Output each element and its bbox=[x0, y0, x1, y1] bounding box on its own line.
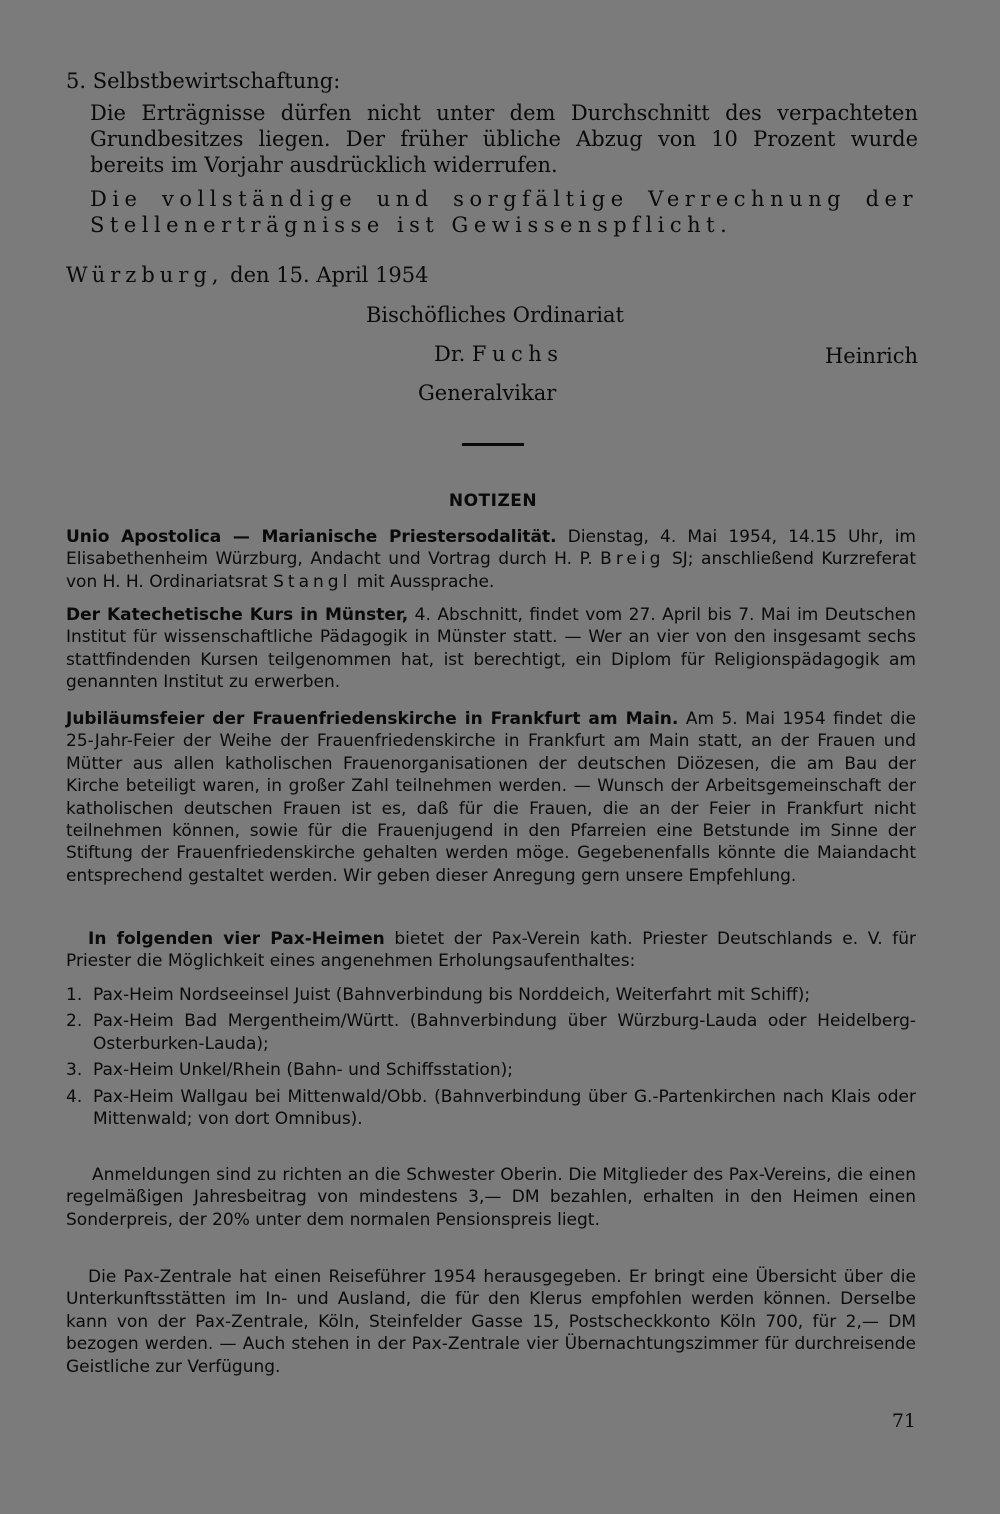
section-heading: 5. Selbstbewirtschaftung: bbox=[66, 69, 341, 93]
signature-first-name: Heinrich bbox=[824, 344, 918, 368]
paragraph-obligation: Die vollständige und sorgfältige Verrechnung der Stellenerträgnisse ist Gewissenspflicht. bbox=[90, 187, 918, 237]
list-text: Pax-Heim Bad Mergentheim/Württ. (Bahnverbindung über Würzburg-Lauda oder Heidelberg-Osterburken-Lauda); bbox=[93, 1011, 916, 1054]
note-pax-heime bbox=[66, 928, 916, 973]
list-number: 3. bbox=[66, 1060, 83, 1081]
dateline-date: den 15. April 1954 bbox=[223, 263, 429, 287]
paragraph-travel-guide: Die Pax-Zentrale hat einen Reiseführer 1954 herausgegeben. Er bringt eine Übersicht über die Unterkunftsstätten im In- und Ausland, die für den Klerus empfohlen werden können. Derselbe kann von der Pax-Zentrale, Köln, Steinfelder Gasse 15, Postscheckkonto Köln 700, für 2,— DM bezogen werden. — Auch stehen in der Pax-Zentrale vier Übernachtungszimmer für durchreisende Geistliche zur Verfügung. bbox=[66, 1267, 916, 1377]
signature-office: Bischöfliches Ordinariat bbox=[366, 303, 624, 327]
note-unio-apostolica bbox=[66, 526, 916, 593]
list-number: 2. bbox=[66, 1011, 83, 1032]
note-jubilee bbox=[66, 708, 916, 887]
person-name: Breig bbox=[600, 549, 665, 570]
list-item bbox=[66, 1010, 916, 1055]
section-divider bbox=[462, 443, 524, 446]
note-text: 4. Abschnitt, findet vom 27. April bis 7. Mai im Deutschen Institut für wissenschaftliche Pädagogik in Münster statt. — Wer an vier von den insgesamt sechs stattfindenden Kursen teilgenommen hat, ist berechtigt, ein Diplom für Religionspädagogik am genannten Institut zu erwerben. bbox=[66, 605, 916, 693]
dateline-place: Würzburg, bbox=[66, 263, 224, 287]
list-number: 1. bbox=[66, 985, 83, 1005]
note-lead: Unio Apostolica — Marianische Priestersodalität. bbox=[66, 527, 557, 547]
signature-name-prefix: Dr. bbox=[434, 342, 472, 366]
notes-title: NOTIZEN bbox=[448, 491, 538, 511]
list-number: 4. bbox=[66, 1086, 83, 1107]
list-text: Pax-Heim Wallgau bei Mittenwald/Obb. (Bahnverbindung über G.-Partenkirchen nach Klais oder Mittenwald; von dort Omnibus). bbox=[93, 1086, 916, 1130]
paragraph-yields: Die Erträgnisse dürfen nicht unter dem Durchschnitt des verpachteten Grundbesitzes liegen. Der früher übliche Abzug von 10 Prozent wurde bereits im Vorjahr ausdrücklich widerrufen. bbox=[90, 101, 918, 177]
list-text: Pax-Heim Nordseeinsel Juist (Bahnverbindung bis Norddeich, Weiterfahrt mit Schiff); bbox=[93, 985, 811, 1005]
paragraph-registration: Anmeldungen sind zu richten an die Schwester Oberin. Die Mitglieder des Pax-Vereins, die einen regelmäßigen Jahresbeitrag von mindestens 3,— DM bezahlen, erhalten in den Heimen einen Sonderpreis, der 20% unter dem normalen Pensionspreis liegt. bbox=[66, 1165, 916, 1230]
person-name: Stangl bbox=[273, 571, 352, 592]
signature-surname: Fuchs bbox=[471, 342, 564, 366]
note-text: bietet der Pax-Verein kath. Priester Deutschlands e. V. für Priester die Möglichkeit eines angenehmen Erholungsaufenthaltes: bbox=[66, 929, 917, 972]
note-catechetical-course bbox=[66, 604, 916, 694]
page-number: 71 bbox=[891, 1410, 916, 1432]
note-lead: Der Katechetische Kurs in Münster, bbox=[66, 605, 409, 625]
note-text: Am 5. Mai 1954 findet die 25-Jahr-Feier der Weihe der Frauenfriedenskirche in Frankfurt am Main statt, an der Frauen und Mütter aus allen katholischen Frauenorganisationen der deutschen Diözesen, die am Bau der Kirche beteiligt waren, in großer Zahl teilnehmen werden. — Wunsch der Arbeitsgemeinschaft der katholischen deutschen Frauen ist es, daß für die Frauen, die an der Feier in Frankfurt nicht teilnehmen können, sowie für die Frauenjugend in den Pfarreien eine Betstunde im Sinne der Stiftung der Frauenfriedenskirche gehalten werden möge. Gegebenenfalls könnte die Maiandacht entsprechend gestaltet werden. Wir geben dieser Anregung gern unsere Empfehlung. bbox=[66, 709, 916, 886]
list-item bbox=[66, 1059, 916, 1081]
signature-title: Generalvikar bbox=[418, 381, 557, 405]
note-text: mit Aussprache. bbox=[351, 571, 495, 592]
note-lead: Jubiläumsfeier der Frauenfriedenskirche in Frankfurt am Main. bbox=[66, 709, 679, 729]
list-item bbox=[66, 1086, 916, 1131]
note-text: Dienstag, 4. Mai 1954, 14.15 Uhr, im Elisabethenheim Würzburg, Andacht und Vortrag durch H. P. bbox=[66, 527, 916, 570]
pax-heime-list bbox=[66, 984, 916, 1134]
dateline bbox=[66, 262, 429, 288]
list-item bbox=[66, 984, 916, 1006]
note-text: SJ; anschließend Kurzreferat von H. H. Ordinariatsrat bbox=[66, 549, 916, 592]
signature-name bbox=[434, 341, 564, 367]
note-lead: In folgenden vier Pax-Heimen bbox=[88, 929, 385, 949]
list-text: Pax-Heim Unkel/Rhein (Bahn- und Schiffsstation); bbox=[93, 1060, 513, 1081]
